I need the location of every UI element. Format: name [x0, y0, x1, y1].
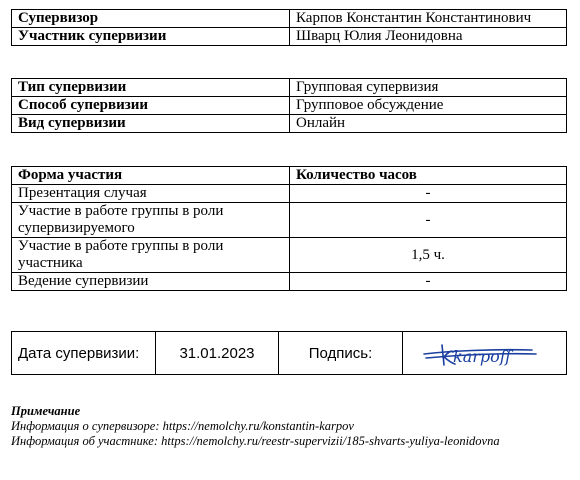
note-title: Примечание [11, 404, 81, 418]
participant-value: Шварц Юлия Леонидовна [290, 28, 567, 46]
note-block [11, 404, 571, 449]
participation-form: Презентация случая [12, 185, 290, 203]
hours-header: Количество часов [290, 167, 567, 185]
hours-value: - [290, 273, 567, 291]
supervisor-table [11, 9, 567, 46]
type-label: Тип супервизии [12, 79, 290, 97]
note-supervisor-info: Информация о супервизоре: https://nemolchy.ru/konstantin-karpov [11, 419, 354, 433]
table-row [12, 203, 567, 238]
supervisor-label: Супервизор [12, 10, 290, 28]
signature-image [420, 340, 540, 370]
participation-form: Ведение супервизии [12, 273, 290, 291]
note-participant-info: Информация об участнике: https://nemolchy.ru/reestr-supervizii/185-shvarts-yuliya-leonidovna [11, 434, 500, 448]
hours-value: - [290, 185, 567, 203]
method-label: Способ супервизии [12, 97, 290, 115]
table-row [12, 273, 567, 291]
method-value: Групповое обсуждение [290, 97, 567, 115]
table-row [12, 185, 567, 203]
participation-form: Участие в работе группы в роли участника [12, 238, 290, 273]
date-label: Дата супервизии: [12, 332, 156, 375]
hours-value: 1,5 ч. [290, 238, 567, 273]
table-row [12, 238, 567, 273]
participant-label: Участник супервизии [12, 28, 290, 46]
kind-value: Онлайн [290, 115, 567, 133]
type-value: Групповая супервизия [290, 79, 567, 97]
hours-value: - [290, 203, 567, 238]
participation-form-header: Форма участия [12, 167, 290, 185]
participation-form: Участие в работе группы в роли супервизируемого [12, 203, 290, 238]
supervisor-value: Карпов Константин Константинович [290, 10, 567, 28]
supervision-details-table [11, 78, 567, 133]
signature-label: Подпись: [279, 332, 403, 375]
participation-table [11, 166, 567, 291]
date-value: 31.01.2023 [156, 332, 279, 375]
signature-text: karpoff [453, 347, 512, 366]
kind-label: Вид супервизии [12, 115, 290, 133]
